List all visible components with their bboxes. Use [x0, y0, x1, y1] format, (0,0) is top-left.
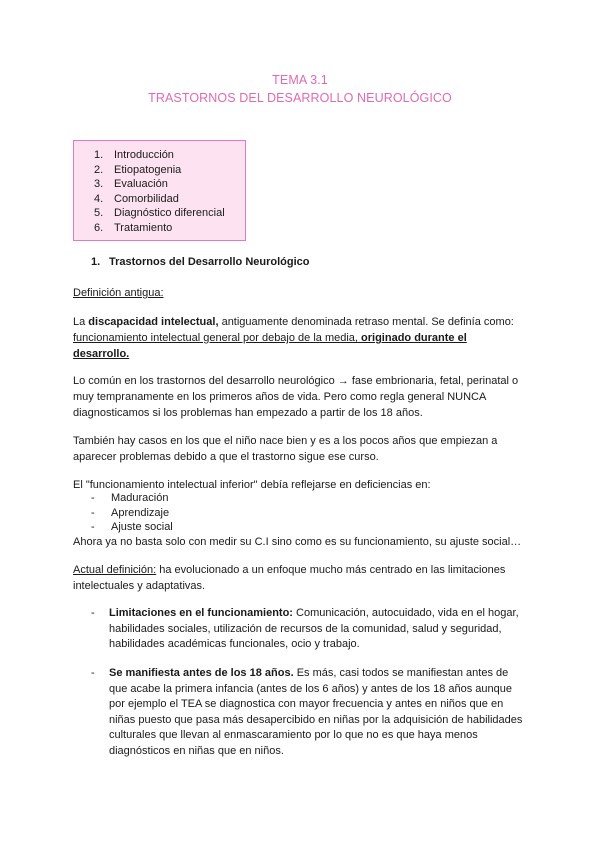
paragraph-line: aparecer problemas debido a que el trastorno sigue ese curso. [73, 451, 379, 463]
definition-paragraph-line: desarrollo. [73, 348, 130, 360]
list-item: - Aprendizaje [91, 506, 170, 519]
toc-item: 2. Etiopatogenia [94, 163, 182, 176]
page-title: TRASTORNOS DEL DESARROLLO NEUROLÓGICO [148, 91, 452, 105]
paragraph-line: También hay casos en los que el niño nace bien y es a los pocos años que empiezan a [73, 435, 498, 447]
paragraph-line: El "funcionamiento intelectual inferior" debía reflejarse en deficiencias en: [73, 479, 431, 491]
topic-number: TEMA 3.1 [272, 73, 328, 87]
paragraph-line: Ahora ya no basta solo con medir su C.I sino como es su funcionamiento, su ajuste social… [73, 536, 522, 548]
section-heading: 1. Trastornos del Desarrollo Neurológico [91, 256, 310, 268]
paragraph-line: diagnosticamos si los problemas han empezado a partir de los 18 años. [73, 407, 423, 419]
definition-paragraph-line: funcionamiento intelectual general por debajo de la media, originado durante el [73, 332, 467, 344]
paragraph-line: Lo común en los trastornos del desarrollo neurológico → fase embrionaria, fetal, perinatal o [73, 375, 519, 387]
paragraph-line: muy tempranamente en los primeros años de vida. Pero como regla general NUNCA [73, 391, 487, 403]
deficits-list [91, 491, 173, 535]
list-item: - Maduración [91, 492, 169, 504]
toc-item: 3. Evaluación [94, 178, 168, 191]
toc-item: 1. Introducción [94, 149, 174, 161]
table-of-contents [73, 140, 246, 241]
old-definition-label: Definición antigua: [73, 287, 164, 299]
list-item-limitations: - Limitaciones en el funcionamiento: Comunicación, autocuidado, vida en el hogar, habilidades sociales, utilización de recursos de la comunidad, salud y seguridad, habilidades académicas funcionales, ocio y trabajo. [91, 607, 519, 650]
toc-item: 5. Diagnóstico diferencial [94, 207, 225, 220]
list-item-onset: - Se manifiesta antes de los 18 años. Es más, casi todos se manifiestan antes de que acabe la primera infancia (antes de los 6 años) y antes de los 18 años aunque por ejemplo el TEA se diagnostica con mayor frecuencia y antes en niños que en niñas puesto que pasa más desapercibido en niñas por la adquisición de habilidades culturales que llevan al enmascaramiento por lo que no es que haya menos diagnósticos en niñas que en niños. [91, 667, 523, 757]
toc-item: 4. Comorbilidad [94, 192, 179, 205]
toc-item: 6. Tratamiento [94, 221, 173, 234]
definition-paragraph-line: La discapacidad intelectual, antiguamente denominada retraso mental. Se definía como: [73, 316, 514, 328]
list-item: - Ajuste social [91, 521, 173, 534]
new-definition-line: Actual definición: ha evolucionado a un enfoque mucho más centrado en las limitaciones [73, 564, 506, 576]
new-definition-line: intelectuales y adaptativas. [73, 580, 206, 592]
